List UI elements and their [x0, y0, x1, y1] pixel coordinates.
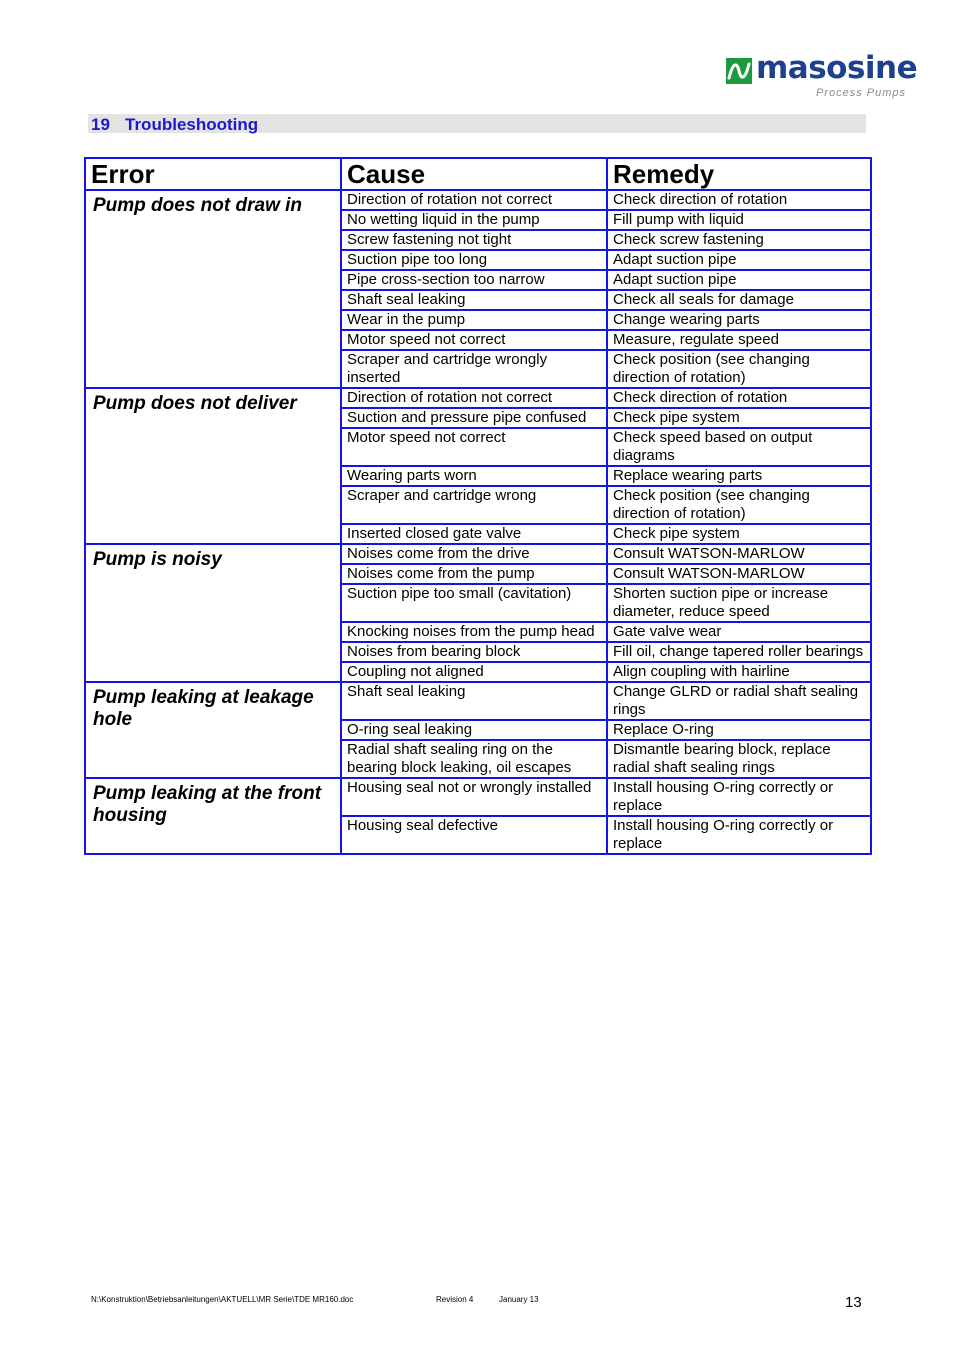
remedy-cell: Install housing O-ring correctly or replace [607, 778, 871, 816]
error-cell: Pump leaking at the front housing [85, 778, 341, 854]
cause-cell: Housing seal defective [341, 816, 607, 854]
table-header-row [85, 158, 871, 190]
wave-logo-icon [726, 58, 752, 84]
section-title: Troubleshooting [125, 115, 259, 134]
error-cell: Pump is noisy [85, 544, 341, 682]
troubleshooting-table [84, 157, 872, 855]
error-cell: Pump leaking at leakage hole [85, 682, 341, 778]
cause-cell: Suction pipe too small (cavitation) [341, 584, 607, 622]
footer-file-path: N:\Konstruktion\Betriebsanleitungen\AKTUELL\MR Serie\TDE MR160.doc [91, 1295, 354, 1304]
cause-cell: Suction pipe too long [341, 250, 607, 270]
cause-cell: Shaft seal leaking [341, 290, 607, 310]
header-cause: Cause [341, 158, 607, 190]
error-cell: Pump does not draw in [85, 190, 341, 388]
table-row [85, 388, 871, 408]
remedy-cell: Check direction of rotation [607, 388, 871, 408]
remedy-cell: Measure, regulate speed [607, 330, 871, 350]
logo-tagline: Process Pumps [815, 87, 906, 99]
remedy-cell: Gate valve wear [607, 622, 871, 642]
remedy-cell: Fill pump with liquid [607, 210, 871, 230]
cause-cell: Suction and pressure pipe confused [341, 408, 607, 428]
cause-cell: Pipe cross-section too narrow [341, 270, 607, 290]
cause-cell: Housing seal not or wrongly installed [341, 778, 607, 816]
section-heading [88, 114, 866, 133]
section-number: 19 [91, 115, 110, 134]
remedy-cell: Fill oil, change tapered roller bearings [607, 642, 871, 662]
cause-cell: Shaft seal leaking [341, 682, 607, 720]
remedy-cell: Change wearing parts [607, 310, 871, 330]
header-remedy: Remedy [607, 158, 871, 190]
cause-cell: Noises come from the pump [341, 564, 607, 584]
cause-cell: Motor speed not correct [341, 330, 607, 350]
remedy-cell: Check pipe system [607, 524, 871, 544]
cause-cell: Screw fastening not tight [341, 230, 607, 250]
remedy-cell: Consult WATSON-MARLOW [607, 544, 871, 564]
page-number: 13 [845, 1294, 862, 1311]
cause-cell: Direction of rotation not correct [341, 388, 607, 408]
cause-cell: Motor speed not correct [341, 428, 607, 466]
cause-cell: Coupling not aligned [341, 662, 607, 682]
cause-cell: Knocking noises from the pump head [341, 622, 607, 642]
cause-cell: Wearing parts worn [341, 466, 607, 486]
cause-cell: Noises from bearing block [341, 642, 607, 662]
remedy-cell: Check direction of rotation [607, 190, 871, 210]
remedy-cell: Check screw fastening [607, 230, 871, 250]
remedy-cell: Replace wearing parts [607, 466, 871, 486]
logo-wordmark: masosine [756, 50, 918, 86]
remedy-cell: Check all seals for damage [607, 290, 871, 310]
header-error: Error [85, 158, 341, 190]
cause-cell: Noises come from the drive [341, 544, 607, 564]
table-row [85, 778, 871, 816]
cause-cell: Scraper and cartridge wrongly inserted [341, 350, 607, 388]
cause-cell: Radial shaft sealing ring on the bearing block leaking, oil escapes [341, 740, 607, 778]
table-body [85, 190, 871, 854]
remedy-cell: Install housing O-ring correctly or replace [607, 816, 871, 854]
cause-cell: Scraper and cartridge wrong [341, 486, 607, 524]
footer-date: January 13 [499, 1295, 539, 1304]
cause-cell: Inserted closed gate valve [341, 524, 607, 544]
cause-cell: Wear in the pump [341, 310, 607, 330]
cause-cell: O-ring seal leaking [341, 720, 607, 740]
table-row [85, 682, 871, 720]
remedy-cell: Change GLRD or radial shaft sealing rings [607, 682, 871, 720]
remedy-cell: Check speed based on output diagrams [607, 428, 871, 466]
cause-cell: Direction of rotation not correct [341, 190, 607, 210]
remedy-cell: Shorten suction pipe or increase diameter, reduce speed [607, 584, 871, 622]
cause-cell: No wetting liquid in the pump [341, 210, 607, 230]
remedy-cell: Check position (see changing direction of rotation) [607, 350, 871, 388]
remedy-cell: Adapt suction pipe [607, 270, 871, 290]
remedy-cell: Adapt suction pipe [607, 250, 871, 270]
remedy-cell: Dismantle bearing block, replace radial shaft sealing rings [607, 740, 871, 778]
footer-revision: Revision 4 [436, 1295, 474, 1304]
error-cell: Pump does not deliver [85, 388, 341, 544]
company-logo [726, 50, 918, 100]
table-row [85, 190, 871, 210]
remedy-cell: Replace O-ring [607, 720, 871, 740]
remedy-cell: Consult WATSON-MARLOW [607, 564, 871, 584]
remedy-cell: Check pipe system [607, 408, 871, 428]
remedy-cell: Align coupling with hairline [607, 662, 871, 682]
remedy-cell: Check position (see changing direction of rotation) [607, 486, 871, 524]
table-row [85, 544, 871, 564]
